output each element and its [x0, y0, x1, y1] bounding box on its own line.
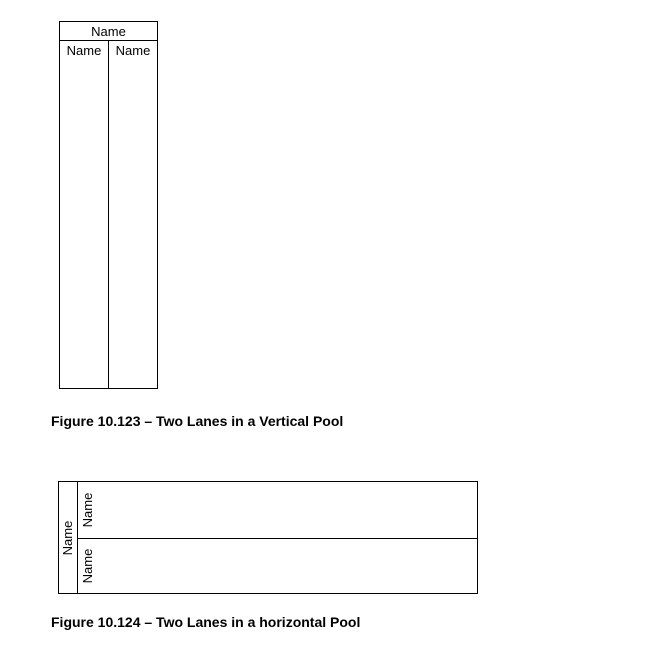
vertical-lane-2-label: Name	[115, 43, 151, 58]
horizontal-lane-2-header	[78, 539, 97, 593]
horizontal-pool	[58, 481, 478, 594]
vertical-lane-2	[109, 41, 157, 388]
horizontal-pool-label: Name	[60, 520, 75, 555]
horizontal-lane-1-label: Name	[79, 492, 95, 528]
horizontal-lane-1-header	[78, 482, 97, 538]
vertical-lane-1	[60, 41, 109, 388]
horizontal-lane-2-label: Name	[79, 548, 95, 584]
vertical-lane-1-label: Name	[66, 43, 102, 58]
vertical-pool-header: Name	[60, 22, 157, 41]
vertical-pool	[59, 21, 158, 389]
horizontal-pool-header	[59, 482, 78, 593]
horizontal-lane-2	[78, 539, 477, 593]
figure-124-caption: Figure 10.124 – Two Lanes in a horizontal Pool	[51, 614, 361, 630]
horizontal-lane-1	[78, 482, 477, 539]
figure-123-caption: Figure 10.123 – Two Lanes in a Vertical Pool	[51, 413, 344, 429]
